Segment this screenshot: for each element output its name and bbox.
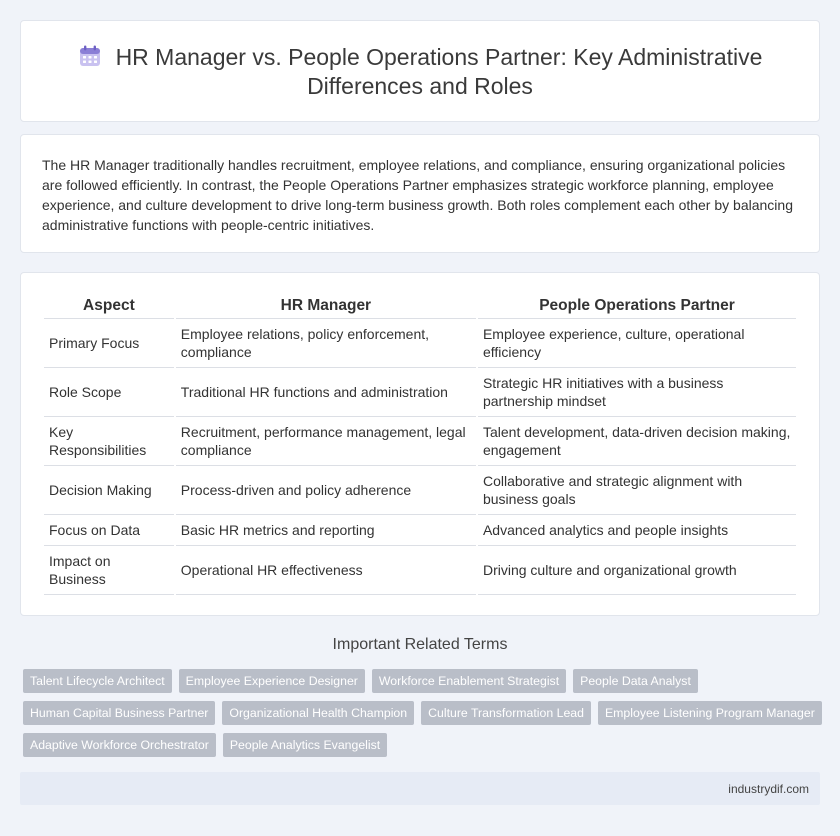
table-cell: Process-driven and policy adherence <box>176 466 476 515</box>
table-row <box>44 417 796 466</box>
table-row <box>44 515 796 546</box>
related-term-tag[interactable]: Organizational Health Champion <box>222 701 414 725</box>
table-row <box>44 319 796 368</box>
table-cell: Basic HR metrics and reporting <box>176 515 476 546</box>
related-term-tag[interactable]: Employee Listening Program Manager <box>598 701 822 725</box>
table-cell: Impact on Business <box>44 546 174 595</box>
table-cell: Role Scope <box>44 368 174 417</box>
table-cell: Talent development, data-driven decision making, engagement <box>478 417 796 466</box>
page-title-text: HR Manager vs. People Operations Partner: Key Administrative Differences and Roles <box>115 44 763 99</box>
table-cell: Focus on Data <box>44 515 174 546</box>
table-row <box>44 546 796 595</box>
related-terms-list <box>23 669 823 757</box>
table-cell: Key Responsibilities <box>44 417 174 466</box>
table-cell: Decision Making <box>44 466 174 515</box>
footer-site-link[interactable]: industrydif.com <box>728 782 809 796</box>
related-term-tag[interactable]: Adaptive Workforce Orchestrator <box>23 733 216 757</box>
page-title <box>61 43 779 101</box>
related-term-tag[interactable]: People Analytics Evangelist <box>223 733 387 757</box>
table-cell: Strategic HR initiatives with a business partnership mindset <box>478 368 796 417</box>
table-cell: Traditional HR functions and administration <box>176 368 476 417</box>
table-cell: Recruitment, performance management, legal compliance <box>176 417 476 466</box>
table-row <box>44 368 796 417</box>
related-terms-title: Important Related Terms <box>332 636 508 653</box>
table-header-row <box>44 291 796 319</box>
table-row <box>44 466 796 515</box>
related-term-tag[interactable]: Culture Transformation Lead <box>421 701 591 725</box>
table-cell: Employee experience, culture, operational efficiency <box>478 319 796 368</box>
table-cell: Primary Focus <box>44 319 174 368</box>
comparison-card <box>20 272 820 616</box>
table-cell: Driving culture and organizational growth <box>478 546 796 595</box>
related-term-tag[interactable]: Human Capital Business Partner <box>23 701 215 725</box>
table-cell: Advanced analytics and people insights <box>478 515 796 546</box>
related-term-tag[interactable]: People Data Analyst <box>573 669 698 693</box>
related-term-tag[interactable]: Talent Lifecycle Architect <box>23 669 172 693</box>
table-cell: Operational HR effectiveness <box>176 546 476 595</box>
related-term-tag[interactable]: Workforce Enablement Strategist <box>372 669 566 693</box>
related-term-tag[interactable]: Employee Experience Designer <box>179 669 365 693</box>
header-card <box>20 20 820 122</box>
intro-card <box>20 134 820 253</box>
table-cell: Collaborative and strategic alignment with business goals <box>478 466 796 515</box>
calendar-icon <box>78 44 102 68</box>
footer-bar <box>20 772 820 805</box>
table-cell: Employee relations, policy enforcement, compliance <box>176 319 476 368</box>
column-header: HR Manager <box>176 291 476 319</box>
column-header: People Operations Partner <box>478 291 796 319</box>
comparison-table <box>42 291 798 595</box>
column-header: Aspect <box>44 291 174 319</box>
intro-paragraph: The HR Manager traditionally handles recruitment, employee relations, and compliance, ensuring organizational policies are followed efficiently. In contrast, the People Operations Partner emphasizes strategic workforce planning, employee experience, and culture development to drive long-term business growth. Both roles complement each other by balancing administrative functions with people-centric initiatives. <box>42 157 793 233</box>
